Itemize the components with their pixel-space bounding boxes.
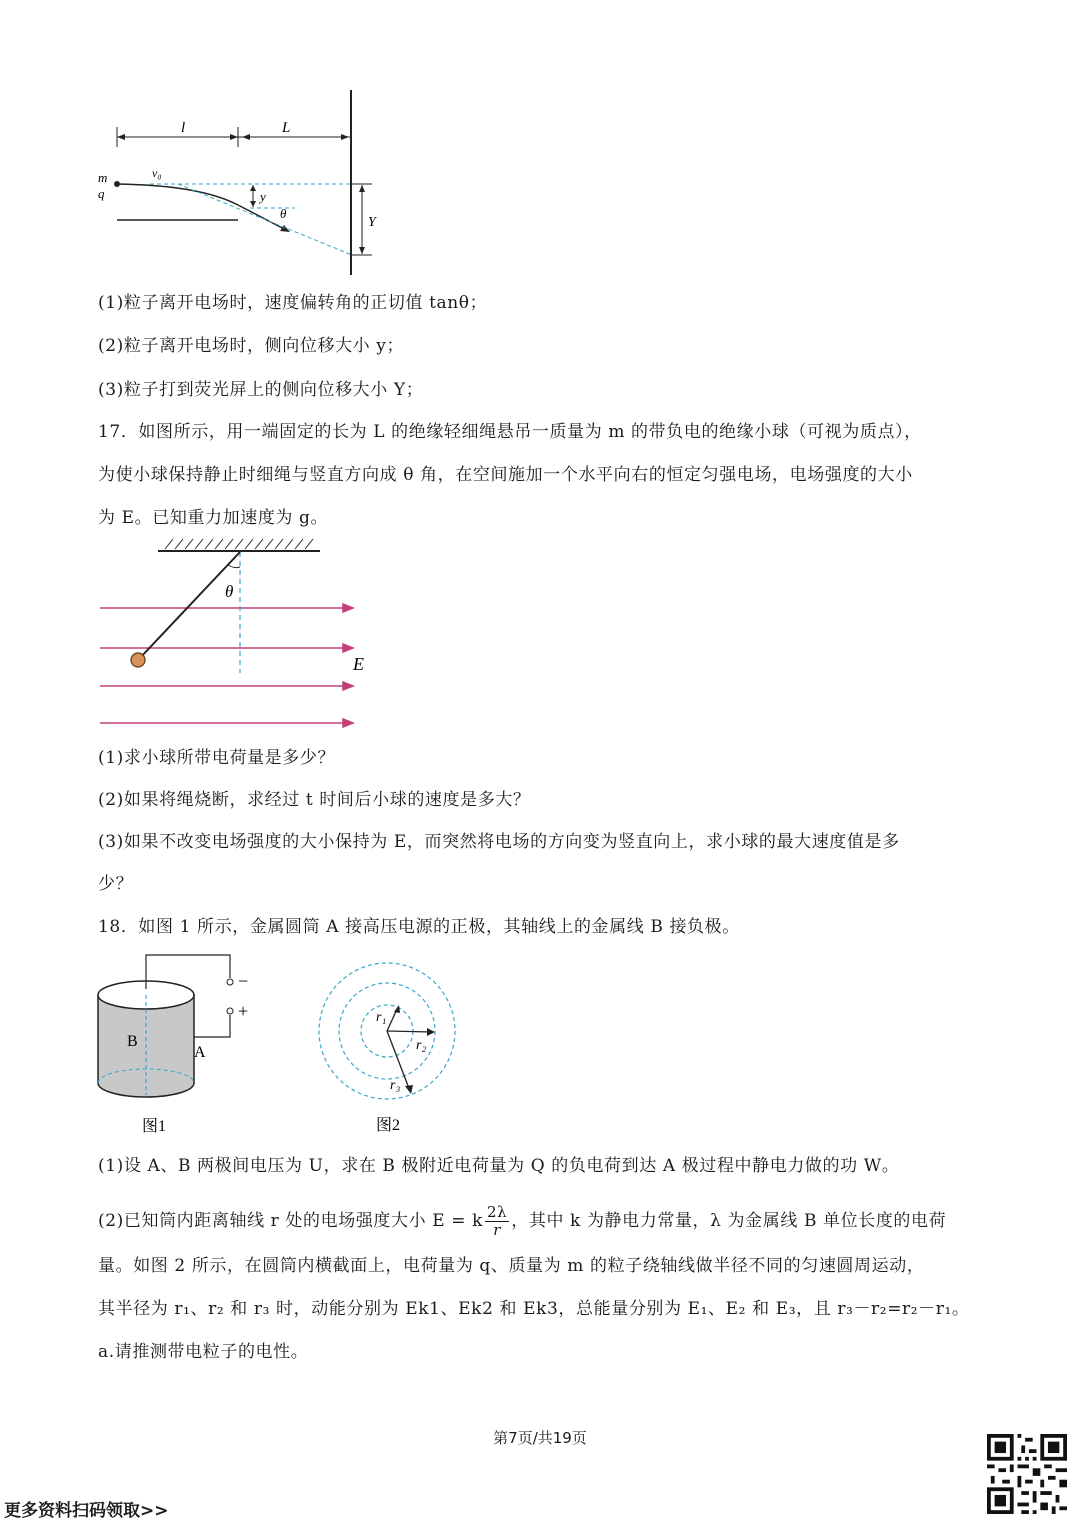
label-Y: Y bbox=[368, 215, 376, 230]
cylinder-diagram bbox=[90, 945, 280, 1140]
q17-sub1: (1)求小球所带电荷量是多少？ bbox=[98, 748, 336, 768]
q18-sub2-post: ，其中 k 为静电力常量，λ 为金属线 B 单位长度的电荷 bbox=[511, 1211, 947, 1231]
label-r2: r₂ bbox=[416, 1038, 427, 1053]
deflection-diagram bbox=[90, 85, 390, 280]
q16-sub2: (2)粒子离开电场时，侧向位移大小 y； bbox=[98, 336, 405, 356]
q17-sub3b: 少？ bbox=[98, 874, 134, 894]
label-r3: r₃ bbox=[390, 1078, 401, 1093]
q18-line1: 18．如图 1 所示，金属圆筒 A 接高压电源的正极，其轴线上的金属线 B 接负极。 bbox=[98, 917, 740, 937]
q16-sub3: (3)粒子打到荧光屏上的侧向位移大小 Y； bbox=[98, 380, 424, 400]
q16-sub1: (1)粒子离开电场时，速度偏转角的正切值 tanθ； bbox=[98, 293, 488, 313]
q18-sub2-pre: (2)已知筒内距离轴线 r 处的电场强度大小 E = k bbox=[98, 1211, 483, 1231]
fraction-numerator: 2λ bbox=[486, 1203, 508, 1221]
label-minus: − bbox=[238, 971, 249, 991]
q17-line1: 17．如图所示，用一端固定的长为 L 的绝缘轻细绳悬吊一质量为 m 的带负电的绝缘小球（可视为质点）， bbox=[98, 422, 922, 442]
label-v0: v₀ bbox=[152, 166, 162, 180]
q17-line2: 为使小球保持静止时细绳与竖直方向成 θ 角，在空间施加一个水平向右的恒定匀强电场，电场强度的大小 bbox=[98, 465, 913, 485]
label-y: y bbox=[260, 189, 266, 204]
label-theta: θ bbox=[280, 206, 287, 221]
more-resources-link[interactable]: 更多资料扫码领取>> bbox=[4, 1501, 169, 1521]
label-B: B bbox=[127, 1033, 138, 1050]
q17-sub2: (2)如果将绳烧断，求经过 t 时间后小球的速度是多大？ bbox=[98, 790, 531, 810]
q17-line3: 为 E。已知重力加速度为 g。 bbox=[98, 508, 329, 528]
qr-code-icon[interactable] bbox=[987, 1434, 1067, 1514]
label-q: q bbox=[98, 186, 105, 201]
q17-sub3a: (3)如果不改变电场强度的大小保持为 E，而突然将电场的方向变为竖直向上，求小球的最大速度值是多 bbox=[98, 832, 900, 852]
label-l: l bbox=[181, 120, 186, 136]
q18-sub-a: a.请推测带电粒子的电性。 bbox=[98, 1342, 309, 1362]
label-E: E bbox=[353, 654, 364, 674]
label-A: A bbox=[194, 1044, 206, 1061]
concentric-orbits-diagram bbox=[310, 955, 470, 1140]
label-plus: + bbox=[238, 1001, 249, 1021]
field-fraction bbox=[485, 1204, 509, 1239]
pendulum-diagram bbox=[95, 535, 385, 735]
fig2-caption: 图2 bbox=[376, 1117, 401, 1134]
page-number: 第7页/共19页 bbox=[493, 1429, 587, 1447]
label-theta-17: θ bbox=[225, 582, 234, 601]
q18-sub2-line2: 量。如图 2 所示，在圆筒内横截面上，电荷量为 q、质量为 m 的粒子绕轴线做半径不同的匀速圆周运动， bbox=[98, 1256, 925, 1276]
fraction-denominator: r bbox=[493, 1221, 501, 1239]
label-r1: r₁ bbox=[376, 1010, 387, 1025]
label-L: L bbox=[282, 120, 291, 136]
q18-sub1: (1)设 A、B 两极间电压为 U，求在 B 极附近电荷量为 Q 的负电荷到达 A 极过程中静电力做的功 W。 bbox=[98, 1156, 900, 1176]
fig1-caption: 图1 bbox=[142, 1118, 167, 1135]
label-m: m bbox=[98, 170, 108, 185]
q18-sub2-line3: 其半径为 r₁、r₂ 和 r₃ 时，动能分别为 Ek1、Ek2 和 Ek3，总能量分别为 E₁、E₂ 和 E₃，且 r₃－r₂=r₂－r₁。 bbox=[98, 1299, 970, 1319]
q18-sub2 bbox=[98, 1204, 946, 1239]
